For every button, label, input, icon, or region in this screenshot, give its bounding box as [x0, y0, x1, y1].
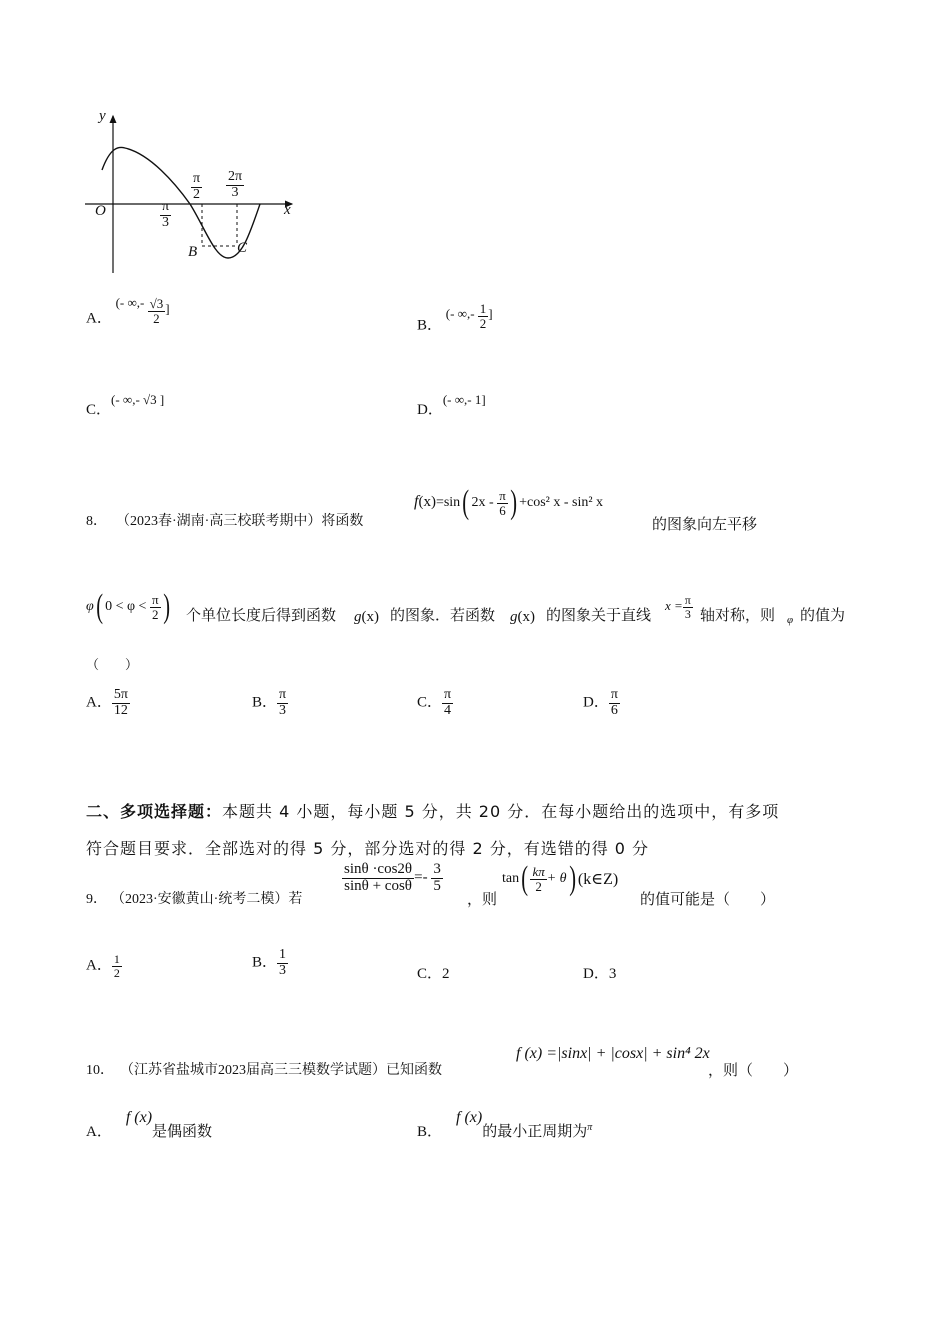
q7-option-d[interactable]: D．(- ∞,- 1]: [417, 392, 486, 418]
section2-header: [86, 799, 779, 822]
q8-source: （2023春·湖南·高三校联考期中）将函数: [116, 514, 364, 529]
tick-pi-over-3: $\frac{\pi}{3}$: [162, 199, 170, 230]
section2-desc-line1: 本题共 4 小题，每小题 5 分，共 20 分．在每小题给出的选项中，有多项: [222, 802, 780, 821]
tick-pi-over-2: $\frac{\pi}{2}$: [193, 171, 201, 202]
q8-phi: φ: [787, 614, 794, 626]
q10-after: ，则（ ）: [708, 1063, 799, 1079]
q9-option-b[interactable]: B． $\frac{1}{3}$: [252, 947, 287, 978]
q8-after: 的图象向左平移: [652, 517, 758, 533]
q8-line2-text3: 的图象关于直线: [546, 608, 652, 624]
q8-line2-text1: 个单位长度后得到函数: [186, 608, 337, 624]
q10-number: 10．: [86, 1063, 114, 1078]
section2-title: 二、多项选择题：: [86, 802, 223, 821]
q8-blank: （ ）: [86, 657, 139, 672]
q10-option-a[interactable]: A．f (x)是偶函数: [86, 1109, 213, 1140]
q9-after: 的值可能是（ ）: [640, 892, 776, 908]
q8-g1: g(x): [354, 609, 379, 625]
q9-option-c[interactable]: C．2: [417, 966, 450, 982]
q10-function: f (x) =|sinx| + |cosx| + sin⁴ 2x: [516, 1045, 710, 1062]
q8-line2-text2: 的图象．若函数: [390, 608, 496, 624]
q7-option-c[interactable]: C．(- ∞,- √3 ]: [86, 392, 165, 418]
q9-option-d[interactable]: D．3: [583, 966, 617, 982]
q7-option-b[interactable]: B． (- ∞,- $\frac{1}{2}$ ]: [417, 301, 493, 334]
q8-number: 8．: [86, 514, 107, 529]
q8-line2-text4: 轴对称，则: [700, 608, 776, 624]
q9-source: （2023·安徽黄山·统考二模）若: [111, 892, 303, 907]
q9-number: 9．: [86, 892, 107, 907]
y-axis-label: y: [99, 108, 106, 124]
q9-option-a[interactable]: A． $\frac{1}{2}$: [86, 952, 120, 980]
q8-line2-text5: 的值为: [800, 608, 846, 624]
q8-option-a[interactable]: A． $\frac{5\pi}{12}$: [86, 687, 128, 718]
q8-line2: φ( 0 < φ < $\frac{\pi}{2}$ ): [86, 588, 170, 625]
q8-g2: g(x): [510, 609, 535, 625]
q8-function: f(x)=sin( 2x - $\frac{\pi}{6}$ ) +cos² x - sin² x: [414, 484, 604, 521]
q8-option-b[interactable]: B． $\frac{\pi}{3}$: [252, 687, 287, 718]
x-axis-label: x: [284, 202, 291, 218]
q10-source: （江苏省盐城市2023届高三三模数学试题）已知函数: [120, 1063, 442, 1078]
q9-equation: $\frac{\sin\theta \cdot\cos 2\theta}{\sin\theta + \cos\theta}$ =- $\frac{3}{5}$: [344, 861, 441, 894]
q9-then: ，则: [467, 892, 498, 908]
q9-tan-expr: tan( $\frac{k\pi}{2}$ + θ) (k∈Z): [502, 860, 619, 897]
q8-x-eq: x = $\frac{\pi}{3}$: [665, 593, 691, 621]
origin-label: O: [95, 203, 106, 219]
point-b-label: B: [188, 244, 198, 260]
section2-desc-line2: 符合题目要求．全部选对的得 5 分，部分选对的得 2 分，有选错的得 0 分: [86, 839, 650, 858]
point-c-label: C: [237, 240, 248, 256]
q8-option-c[interactable]: C． $\frac{\pi}{4}$: [417, 687, 452, 718]
q7-option-a[interactable]: A． (- ∞,- $\frac{√3}{2}$ ]: [86, 295, 170, 327]
q10-option-b[interactable]: B．f (x)的最小正周期为$^\pi$: [417, 1109, 593, 1140]
q8-option-d[interactable]: D． $\frac{\pi}{6}$: [583, 687, 618, 718]
tick-2pi-over-3: $\frac{2\pi}{3}$: [228, 169, 243, 200]
